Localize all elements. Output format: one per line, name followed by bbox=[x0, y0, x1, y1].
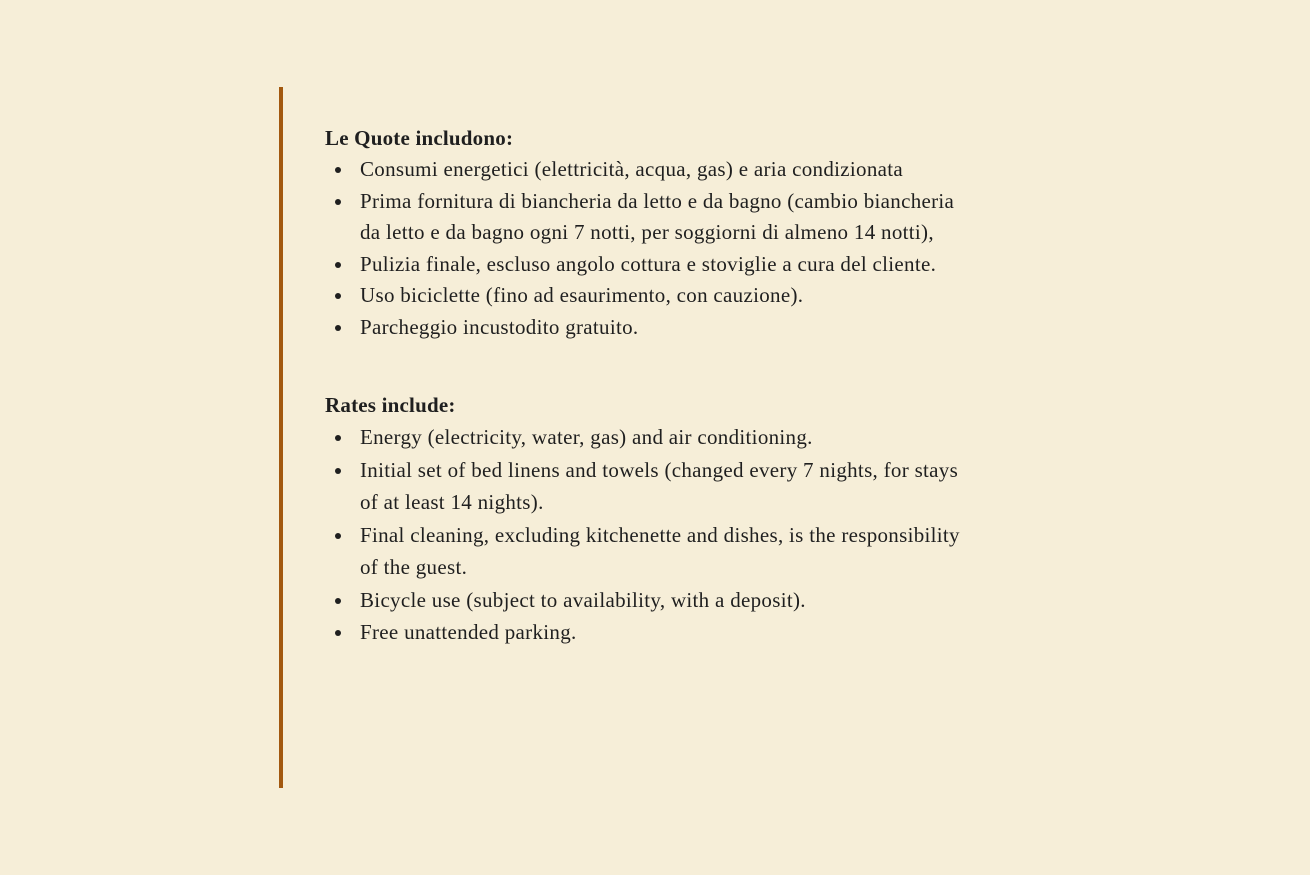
list-item-text: Consumi energetici (elettricità, acqua, gas) e aria condizionata bbox=[360, 157, 903, 181]
bullet-icon bbox=[335, 468, 341, 474]
list-item-text: Parcheggio incustodito gratuito. bbox=[360, 314, 639, 339]
bullet-icon bbox=[335, 325, 341, 331]
list-item-text: Energy (electricity, water, gas) and air conditioning. bbox=[360, 425, 813, 449]
list-item-text: Uso biciclette (fino ad esaurimento, con cauzione). bbox=[360, 283, 804, 307]
english-section bbox=[325, 389, 1005, 649]
english-list bbox=[325, 421, 1005, 649]
list-item bbox=[325, 616, 1005, 649]
bullet-icon bbox=[335, 167, 341, 173]
bullet-icon bbox=[335, 598, 341, 604]
bullet-icon bbox=[335, 630, 341, 636]
english-title: Rates include: bbox=[325, 393, 456, 417]
italian-list bbox=[325, 154, 1005, 343]
list-item bbox=[325, 249, 1005, 281]
italian-title: Le Quote includono: bbox=[325, 126, 514, 150]
list-item bbox=[325, 421, 1005, 454]
list-item-text: Free unattended parking. bbox=[360, 620, 577, 644]
list-item-text: Prima fornitura di biancheria da letto e da bagno (cambio biancheria da letto e da bagno ogni 7 notti, per soggiorni di almeno 14 notti), bbox=[360, 188, 955, 244]
bullet-icon bbox=[335, 533, 341, 539]
list-item bbox=[325, 312, 1005, 344]
list-item bbox=[325, 519, 1005, 584]
bullet-icon bbox=[335, 293, 341, 299]
list-item-text: Pulizia finale, escluso angolo cottura e stoviglie a cura del cliente. bbox=[360, 251, 937, 276]
accent-bar bbox=[279, 87, 283, 788]
bullet-icon bbox=[335, 435, 341, 441]
list-item-text: Final cleaning, excluding kitchenette and dishes, is the responsibility of the guest. bbox=[360, 522, 960, 579]
list-item bbox=[325, 154, 1005, 186]
rates-content bbox=[325, 122, 1005, 649]
italian-section bbox=[325, 122, 1005, 343]
list-item bbox=[325, 280, 1005, 312]
bullet-icon bbox=[335, 262, 341, 268]
list-item bbox=[325, 186, 1005, 249]
list-item-text: Initial set of bed linens and towels (changed every 7 nights, for stays of at least 14 nights). bbox=[360, 457, 959, 514]
bullet-icon bbox=[335, 199, 341, 205]
list-item-text: Bicycle use (subject to availability, with a deposit). bbox=[360, 587, 806, 612]
list-item bbox=[325, 584, 1005, 617]
list-item bbox=[325, 454, 1005, 519]
